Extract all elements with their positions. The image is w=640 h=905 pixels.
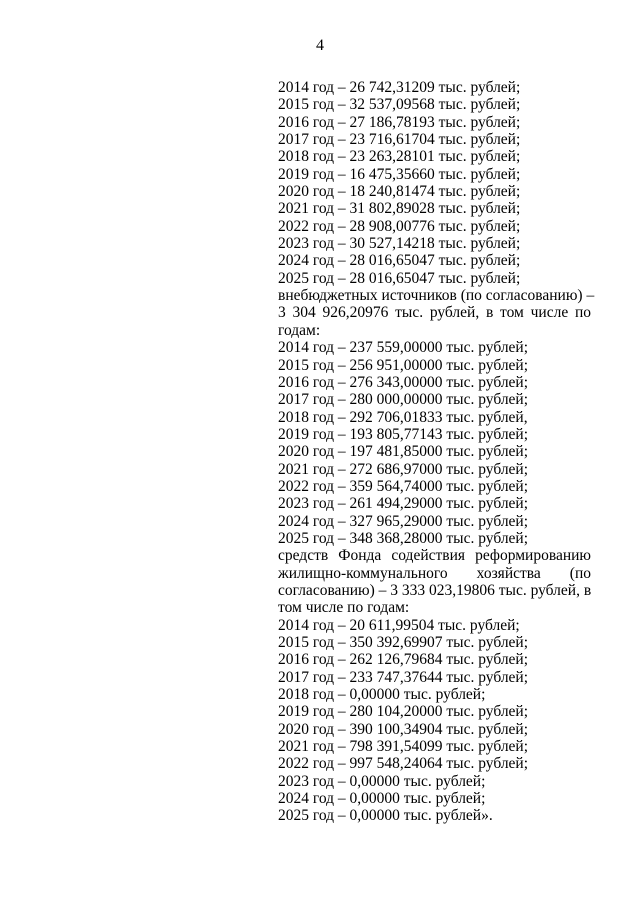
heading-line: том числе по годам: bbox=[278, 599, 410, 617]
year-line: 2024 год – 0,00000 тыс. рублей; bbox=[278, 790, 486, 808]
extrabudget-heading bbox=[278, 287, 595, 339]
year-line: 2014 год – 237 559,00000 тыс. рублей; bbox=[278, 339, 529, 357]
year-line: 2022 год – 997 548,24064 тыс. рублей; bbox=[278, 755, 529, 773]
year-line: 2016 год – 276 343,00000 тыс. рублей; bbox=[278, 373, 529, 391]
year-line: 2019 год – 280 104,20000 тыс. рублей; bbox=[278, 703, 529, 721]
heading-line: внебюджетных источников (по согласованию) – bbox=[278, 287, 595, 305]
fund-heading bbox=[278, 547, 591, 616]
heading-line: согласованию) – 3 333 023,19806 тыс. рублей, в bbox=[278, 581, 592, 599]
page-number: 4 bbox=[316, 37, 324, 54]
funding-by-year-list-1 bbox=[278, 79, 591, 287]
year-line: 2024 год – 327 965,29000 тыс. рублей; bbox=[278, 512, 529, 530]
year-line: 2023 год – 30 527,14218 тыс. рублей; bbox=[278, 235, 521, 253]
year-line: 2015 год – 32 537,09568 тыс. рублей; bbox=[278, 96, 521, 114]
year-line: 2017 год – 23 716,61704 тыс. рублей; bbox=[278, 131, 521, 149]
year-line: 2018 год – 292 706,01833 тыс. рублей, bbox=[278, 408, 528, 426]
year-line: 2016 год – 262 126,79684 тыс. рублей; bbox=[278, 651, 529, 669]
year-line: 2023 год – 261 494,29000 тыс. рублей; bbox=[278, 495, 529, 513]
year-line: 2023 год – 0,00000 тыс. рублей; bbox=[278, 772, 486, 790]
year-line: 2024 год – 28 016,65047 тыс. рублей; bbox=[278, 252, 521, 270]
year-line: 2020 год – 18 240,81474 тыс. рублей; bbox=[278, 183, 521, 201]
document-body bbox=[278, 79, 595, 825]
heading-line: 3 304 926,20976 тыс. рублей, в том числе по bbox=[278, 304, 591, 322]
year-line: 2019 год – 16 475,35660 тыс. рублей; bbox=[278, 165, 521, 183]
year-line: 2022 год – 28 908,00776 тыс. рублей; bbox=[278, 217, 521, 235]
year-line: 2019 год – 193 805,77143 тыс. рублей; bbox=[278, 425, 529, 443]
year-line: 2017 год – 280 000,00000 тыс. рублей; bbox=[278, 391, 529, 409]
year-line: 2025 год – 28 016,65047 тыс. рублей; bbox=[278, 269, 521, 287]
year-line: 2021 год – 272 686,97000 тыс. рублей; bbox=[278, 460, 529, 478]
year-line: 2025 год – 0,00000 тыс. рублей». bbox=[278, 807, 493, 825]
year-line: 2022 год – 359 564,74000 тыс. рублей; bbox=[278, 477, 529, 495]
funding-by-year-list-3 bbox=[278, 617, 591, 825]
year-line: 2014 год – 26 742,31209 тыс. рублей; bbox=[278, 79, 521, 96]
year-line: 2018 год – 23 263,28101 тыс. рублей; bbox=[278, 148, 521, 166]
year-line: 2020 год – 390 100,34904 тыс. рублей; bbox=[278, 720, 529, 738]
heading-line: жилищно-коммунального хозяйства (по bbox=[278, 564, 591, 582]
year-line: 2020 год – 197 481,85000 тыс. рублей; bbox=[278, 443, 529, 461]
year-line: 2015 год – 350 392,69907 тыс. рублей; bbox=[278, 634, 529, 651]
year-line: 2017 год – 233 747,37644 тыс. рублей; bbox=[278, 668, 529, 686]
heading-line: средств Фонда содействия реформированию bbox=[278, 547, 591, 565]
year-line: 2021 год – 798 391,54099 тыс. рублей; bbox=[278, 738, 529, 756]
year-line: 2016 год – 27 186,78193 тыс. рублей; bbox=[278, 113, 521, 131]
funding-by-year-list-2 bbox=[278, 339, 591, 547]
year-line: 2015 год – 256 951,00000 тыс. рублей; bbox=[278, 356, 529, 374]
year-line: 2021 год – 31 802,89028 тыс. рублей; bbox=[278, 200, 521, 218]
year-line: 2014 год – 20 611,99504 тыс. рублей; bbox=[278, 616, 520, 634]
year-line: 2018 год – 0,00000 тыс. рублей; bbox=[278, 686, 486, 704]
heading-line: годам: bbox=[278, 321, 321, 339]
year-line: 2025 год – 348 368,28000 тыс. рублей; bbox=[278, 529, 529, 547]
